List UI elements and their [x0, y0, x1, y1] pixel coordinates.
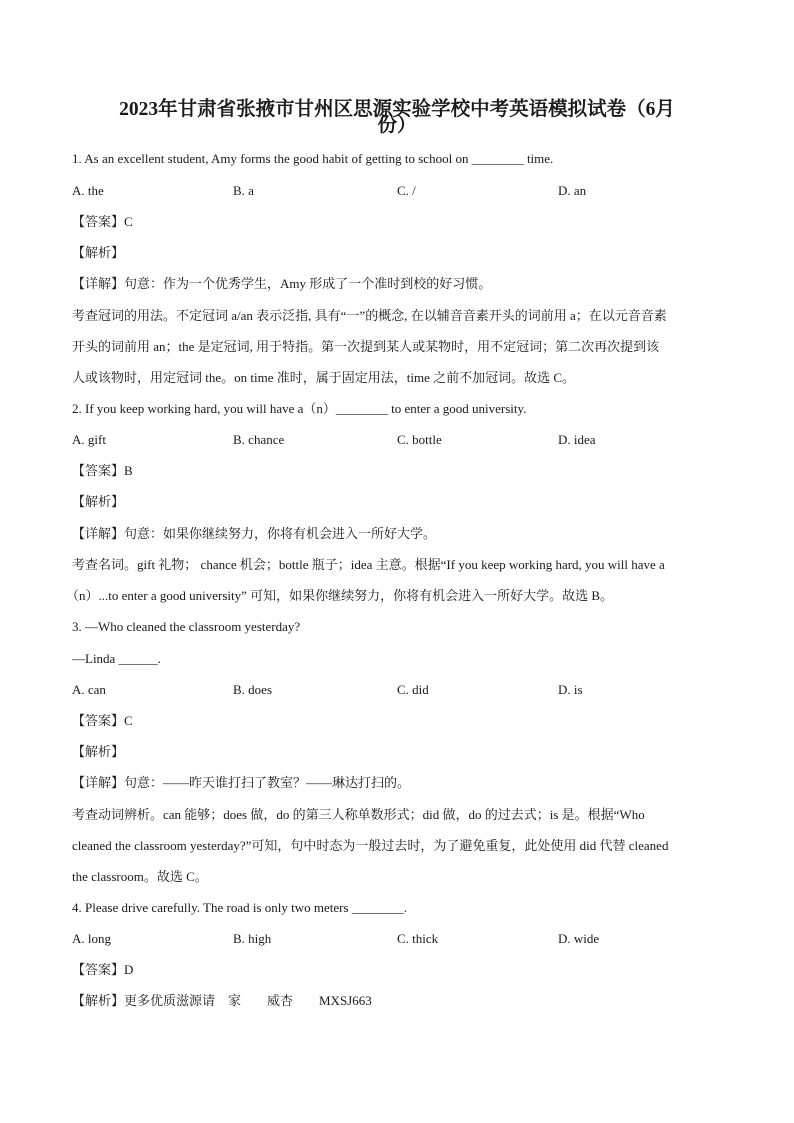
question-1-detail-line-4: 人或该物时，用定冠词 the。on time 准时，属于固定用法，time 之前不加冠词。故选 C。 [72, 370, 576, 385]
question-4-option-d: D. wide [558, 931, 600, 946]
question-1-option-b: B. a [233, 183, 254, 198]
question-3-detail-line-2: 考查动词辨析。can 能够；does 做，do 的第三人称单数形式；did 做，do 的过去式；is 是。根据“Who [72, 807, 645, 822]
question-2-option-b: B. chance [233, 432, 285, 447]
question-3-option-b: B. does [233, 682, 272, 697]
question-4-stem: 4. Please drive carefully. The road is only two meters ________. [72, 900, 408, 915]
question-4-answer: 【答案】D [72, 962, 134, 977]
page-title-line-1: 2023年甘肃省张掖市甘州区思源实验学校中考英语模拟试卷（6月 [119, 99, 675, 120]
question-3-detail-line-4: the classroom。故选 C。 [72, 869, 208, 884]
question-2-detail-line-1: 【详解】句意：如果你继续努力，你将有机会进入一所好大学。 [72, 526, 437, 541]
question-2-option-c: C. bottle [397, 432, 442, 447]
question-3-stem-line-2: —Linda ______. [72, 651, 161, 666]
question-2-option-a: A. gift [72, 432, 106, 447]
question-2-detail-line-2: 考查名词。gift 礼物； chance 机会；bottle 瓶子；idea 主意。根据“If you keep working hard, you will have a [72, 557, 665, 572]
question-4-option-c: C. thick [397, 931, 439, 946]
question-1-option-d: D. an [558, 183, 587, 198]
question-1-detail-line-3: 开头的词前用 an；the 是定冠词, 用于特指。第一次提到某人或某物时，用不定冠词；第二次再次提到该 [72, 339, 660, 354]
question-3-option-c: C. did [397, 682, 429, 697]
question-2-option-d: D. idea [558, 432, 596, 447]
question-3-option-d: D. is [558, 682, 583, 697]
question-1-answer: 【答案】C [72, 214, 133, 229]
question-1-option-a: A. the [72, 183, 104, 198]
question-2-detail-line-3: （n）...to enter a good university” 可知，如果你继续努力，你将有机会进入一所好大学。故选 B。 [66, 588, 614, 603]
question-3-answer: 【答案】C [72, 713, 133, 728]
question-1-option-c: C. / [397, 183, 416, 198]
question-1-stem: 1. As an excellent student, Amy forms the good habit of getting to school on ________ time. [72, 151, 554, 166]
question-1-analysis-label: 【解析】 [72, 245, 125, 260]
question-2-analysis-label: 【解析】 [72, 494, 125, 509]
question-4-option-b: B. high [233, 931, 272, 946]
question-3-option-a: A. can [72, 682, 106, 697]
question-3-detail-line-3: cleaned the classroom yesterday?”可知，句中时态为一般过去时，为了避免重复，此处使用 did 代替 cleaned [72, 838, 669, 853]
question-4-option-a: A. long [72, 931, 111, 946]
question-2-stem: 2. If you keep working hard, you will have a（n）________ to enter a good university. [72, 401, 527, 416]
question-3-stem-line-1: 3. —Who cleaned the classroom yesterday? [72, 619, 301, 634]
question-2-answer: 【答案】B [72, 463, 133, 478]
question-1-detail-line-2: 考查冠词的用法。不定冠词 a/an 表示泛指, 具有“一”的概念, 在以辅音音素开头的词前用 a；在以元音音素 [72, 308, 667, 323]
question-3-detail-line-1: 【详解】句意：——昨天谁打扫了教室？——琳达打扫的。 [72, 775, 411, 790]
question-3-analysis-label: 【解析】 [72, 744, 125, 759]
page-title-line-2: 份） [377, 115, 417, 136]
question-1-detail-line-1: 【详解】句意：作为一个优秀学生，Amy 形成了一个准时到校的好习惯。 [72, 276, 492, 291]
question-4-analysis-label: 【解析】更多优质滋源请 家 威杏 MXSJ663 [72, 993, 372, 1008]
